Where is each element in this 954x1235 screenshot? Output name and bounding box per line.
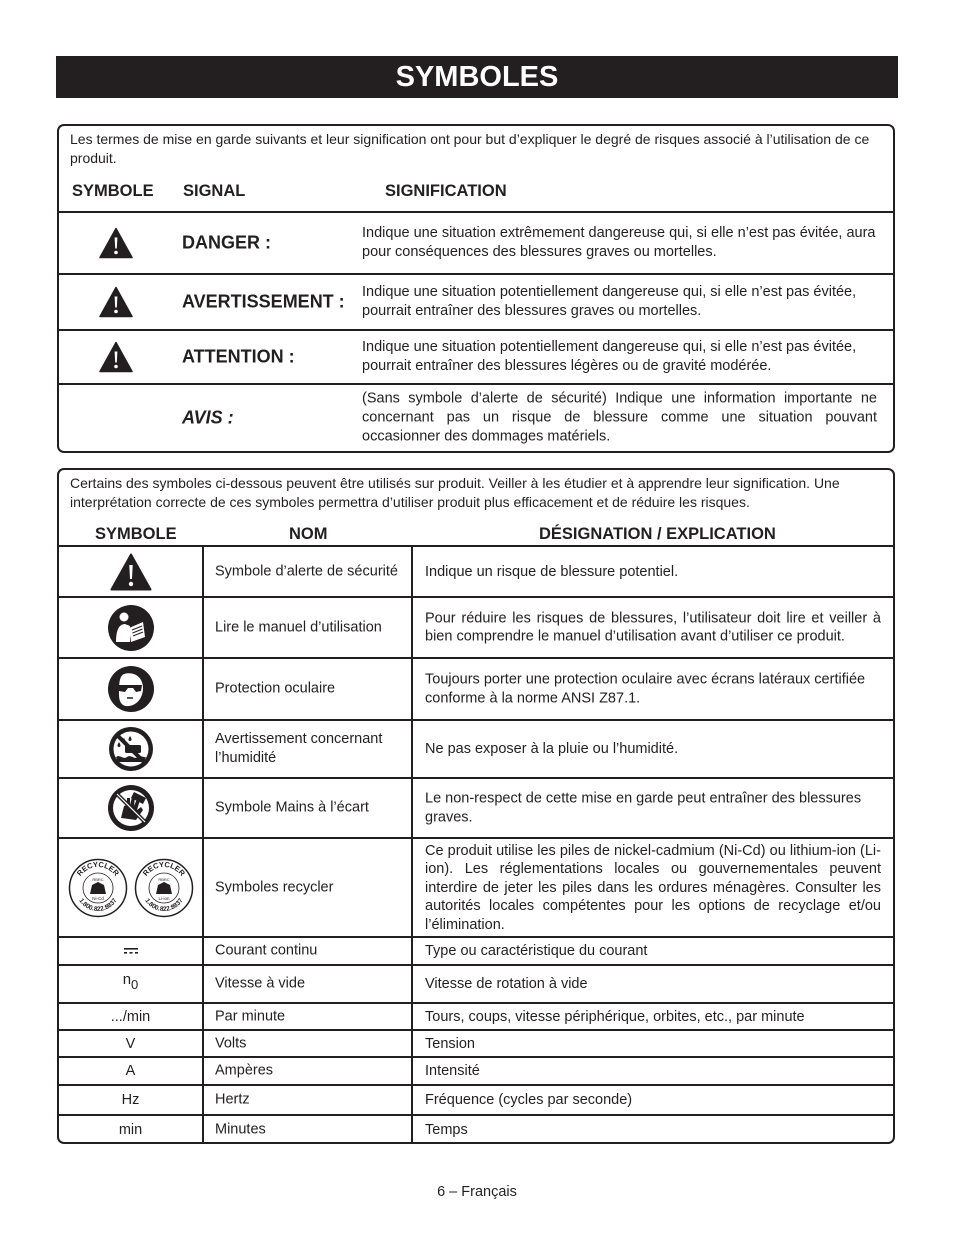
recycle-seal-icon xyxy=(134,858,194,918)
signal-row-warning xyxy=(59,275,893,329)
symbol-name: Courant continu xyxy=(215,942,318,959)
symbol-explanation: Temps xyxy=(425,1121,468,1138)
seal-chem-text: Li-ion xyxy=(157,895,170,901)
seal-mark-text: RBRC xyxy=(157,876,170,882)
table-row xyxy=(59,839,893,936)
symbol-text: A xyxy=(125,1063,136,1079)
seal-mark-text: RBRC xyxy=(91,876,104,882)
seal-top-text: RECYCLER xyxy=(74,859,121,878)
symbol-explanation: Intensité xyxy=(425,1062,480,1079)
symbol-text: Hz xyxy=(121,1092,140,1108)
seal-chem-text: Ni-Cd xyxy=(91,895,104,901)
hands-away-icon xyxy=(107,784,155,832)
signal-row-notice xyxy=(59,385,893,451)
direct-current-icon xyxy=(123,947,139,955)
seal-phone-text: 1.800.822.8837 xyxy=(142,896,185,913)
symbol-explanation: Tension xyxy=(425,1035,475,1052)
symbol-name: Symbole d’alerte de sécurité xyxy=(215,563,398,579)
symbol-text: min xyxy=(118,1122,143,1138)
signal-row-danger xyxy=(59,213,893,273)
header-name: NOM xyxy=(289,525,328,543)
signal-label: AVIS : xyxy=(182,407,234,428)
table-row xyxy=(59,966,893,1002)
symbol-name: Lire le manuel d’utilisation xyxy=(215,619,382,635)
signal-label: DANGER : xyxy=(182,232,271,253)
signal-label: AVERTISSEMENT : xyxy=(182,291,345,312)
table-row xyxy=(59,659,893,719)
table-row xyxy=(59,547,893,596)
symbol-name: Hertz xyxy=(215,1091,250,1108)
signal-meaning: Indique une situation potentiellement dangereuse qui, si elle n’est pas évitée, pourrait entraîner des blessures légères ou de gravité modérée. xyxy=(362,339,857,374)
table-row xyxy=(59,938,893,964)
symbol-explanation: Pour réduire les risques de blessures, l’utilisateur doit lire et veiller à bien comprendre le manuel d’utilisation avant d’utiliser ce produit. xyxy=(425,610,881,645)
symbol-name: Symbole Mains à l’écart xyxy=(215,799,369,816)
symbols-box xyxy=(57,468,895,1144)
no-load-speed-symbol xyxy=(122,971,139,992)
symbol-name: Avertissement concernant l’humidité xyxy=(215,731,383,766)
warning-triangle-icon xyxy=(99,342,133,373)
seal-phone-text: 1.800.822.8837 xyxy=(76,896,119,913)
table-row xyxy=(59,1004,893,1029)
symbol-explanation: Indique un risque de blessure potentiel. xyxy=(425,563,679,580)
symbol-explanation: Vitesse de rotation à vide xyxy=(425,975,588,992)
symbol-name: Symboles recycler xyxy=(215,879,334,895)
warning-triangle-icon xyxy=(99,228,133,259)
table-row xyxy=(59,779,893,837)
signal-meaning: Indique une situation potentiellement dangereuse qui, si elle n’est pas évitée, pourrait entraîner des blessures graves ou mortelles. xyxy=(362,284,857,319)
symbol-explanation: Tours, coups, vitesse périphérique, orbites, etc., par minute xyxy=(425,1008,805,1025)
symbol-name: Vitesse à vide xyxy=(215,975,306,992)
symbol-text: .../min xyxy=(110,1008,151,1025)
symbol-name: Ampères xyxy=(215,1062,274,1079)
symbol-explanation: Ne pas exposer à la pluie ou l’humidité. xyxy=(425,740,679,757)
page-title: SYMBOLES xyxy=(56,56,898,98)
signal-words-box xyxy=(57,124,895,453)
symbols-intro: Certains des symboles ci-dessous peuvent être utilisés sur produit. Veiller à les étudier et à apprendre leur signification. Une interprétation correcte de ces symboles permettra d’utiliser produit plus efficacement et de réduire les risques. xyxy=(70,475,840,510)
page-number: 6 – Français xyxy=(437,1184,517,1200)
recycle-seal-icon xyxy=(68,858,128,918)
symbol-name: Protection oculaire xyxy=(215,680,336,697)
symbol-explanation: Toujours porter une protection oculaire avec écrans latéraux certifiée conforme à la norme ANSI Z87.1. xyxy=(425,671,866,706)
signal-intro: Les termes de mise en garde suivants et leur signification ont pour but d’expliquer le degré de risques associé à l’utilisation de ce produit. xyxy=(70,131,870,166)
symbol-name: Minutes xyxy=(215,1121,266,1138)
symbol-name: Par minute xyxy=(215,1008,286,1024)
header-meaning: SIGNIFICATION xyxy=(385,182,507,200)
symbol-main: n xyxy=(122,971,132,988)
signal-meaning: Indique une situation extrêmement dangereuse qui, si elle n’est pas évitée, aura pour conséquences des blessures graves ou mortelles. xyxy=(362,225,876,260)
signal-label: ATTENTION : xyxy=(182,346,295,367)
symbol-explanation: Fréquence (cycles par seconde) xyxy=(425,1091,633,1108)
eye-protection-icon xyxy=(107,665,155,713)
header-symbol: SYMBOLE xyxy=(72,182,154,200)
safety-alert-icon xyxy=(110,553,152,591)
symbol-subscript: 0 xyxy=(131,977,139,992)
seal-top-text: RECYCLER xyxy=(140,859,187,878)
symbol-explanation: Type ou caractéristique du courant xyxy=(425,942,648,959)
header-signal: SIGNAL xyxy=(183,182,246,200)
wet-conditions-icon xyxy=(108,726,154,772)
signal-meaning: (Sans symbole d’alerte de sécurité) Indique une information importante ne concernant pas un risque de blessure comme une situation pouvant occasionner des dommages matériels. xyxy=(362,390,877,445)
symbol-explanation: Le non-respect de cette mise en garde peut entraîner des blessures graves. xyxy=(425,790,862,825)
table-row xyxy=(59,598,893,657)
warning-triangle-icon xyxy=(99,287,133,318)
table-row xyxy=(59,1086,893,1114)
symbol-name: Volts xyxy=(215,1035,247,1051)
header-symbol: SYMBOLE xyxy=(95,525,177,543)
symbol-explanation: Ce produit utilise les piles de nickel-cadmium (Ni-Cd) ou lithium-ion (Li-ion). Les réglementations locales ou gouvernementales peuvent interdire de jeter les piles dans les ordures ménagères. Consulter les autorités locales compétentes pour les options de recyclage et/ou l’élimination. xyxy=(425,842,881,933)
read-manual-icon xyxy=(107,604,155,652)
table-row xyxy=(59,721,893,777)
table-row xyxy=(59,1116,893,1144)
table-row xyxy=(59,1058,893,1084)
table-row xyxy=(59,1031,893,1056)
symbol-text: V xyxy=(125,1035,136,1052)
header-explanation: DÉSIGNATION / EXPLICATION xyxy=(539,525,776,543)
signal-row-caution xyxy=(59,331,893,383)
